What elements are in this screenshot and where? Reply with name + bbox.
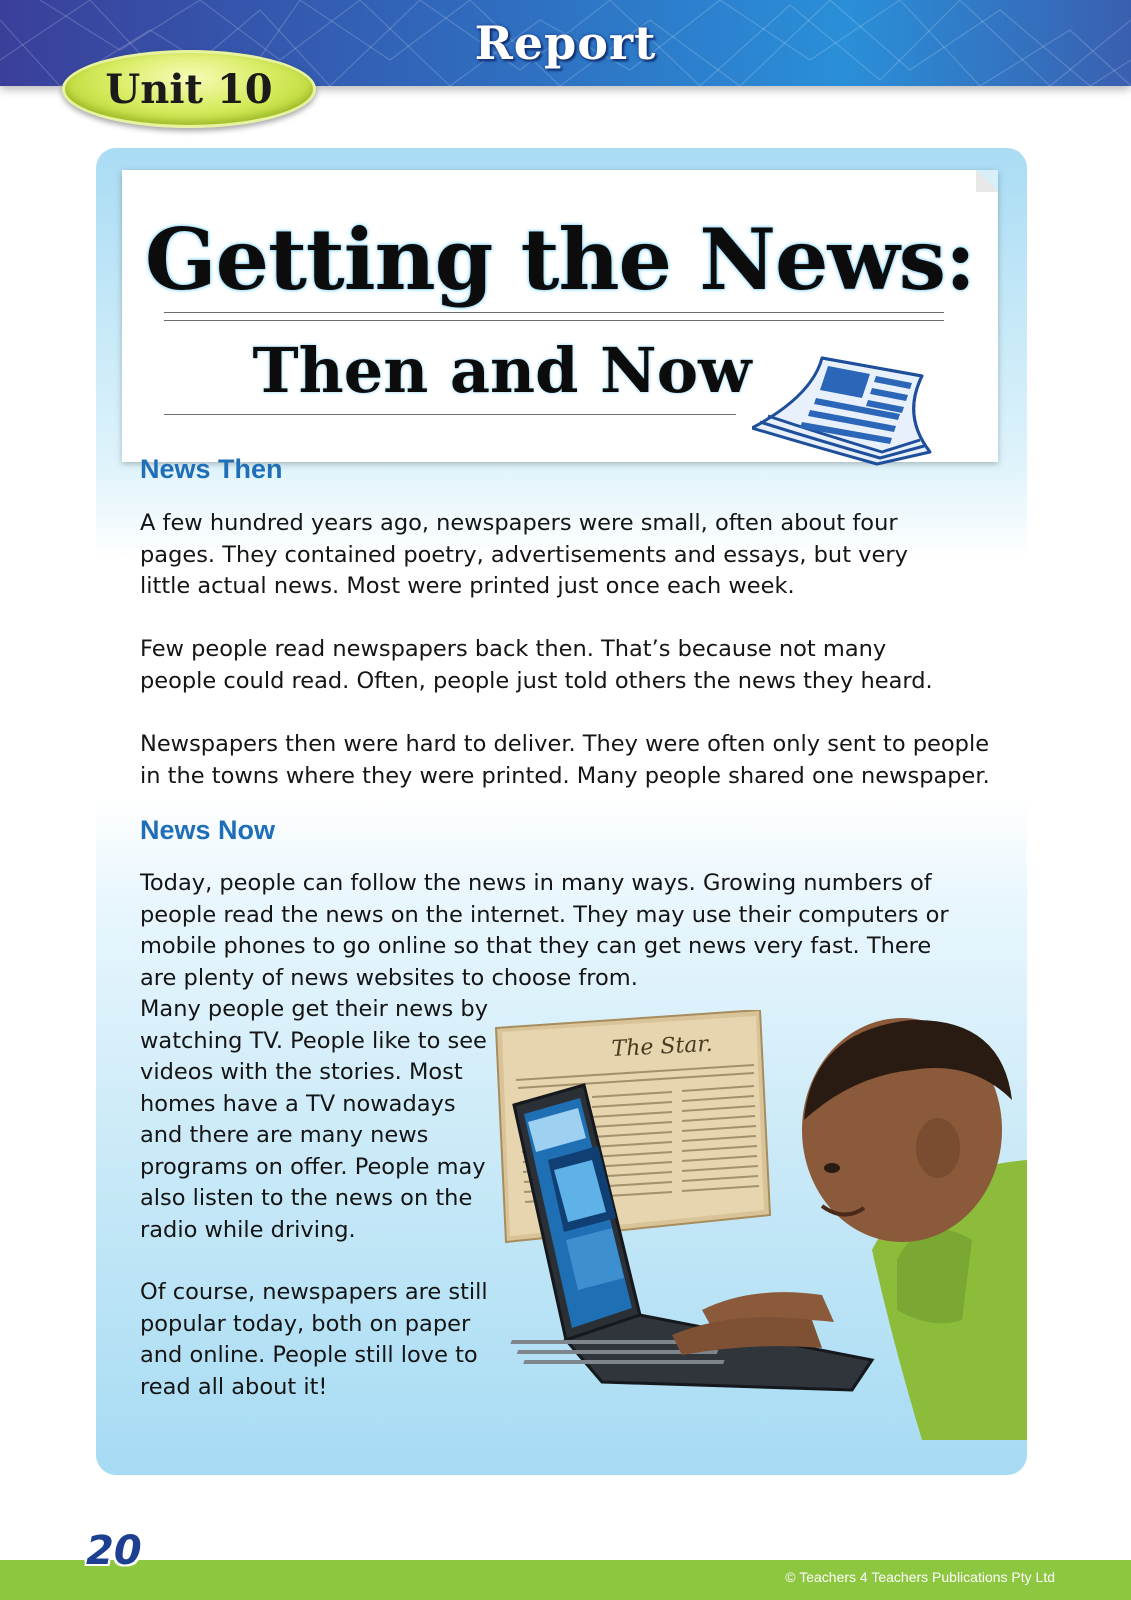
paragraph: Many people get their news by watching TV. People like to see videos with the stories. Most homes have a TV nowadays and there are many news programs on offer. People may also listen to the news on the radio while driving. xyxy=(140,996,489,1243)
page-headline: Getting the News: xyxy=(144,210,976,309)
old-newspaper-masthead: The Star. xyxy=(611,1031,714,1062)
copyright-notice: © Teachers 4 Teachers Publications Pty Ltd xyxy=(785,1569,1055,1585)
section-heading-news-then: News Then xyxy=(140,454,283,484)
banner-title: Report xyxy=(474,16,657,70)
child-with-laptop-illustration xyxy=(492,1010,1027,1440)
paragraph: A few hundred years ago, newspapers were small, often about four pages. They contained poetry, advertisements and essays, but very little actual news. Most were printed just once each week. xyxy=(140,510,908,599)
newspaper-icon xyxy=(752,356,942,474)
unit-badge xyxy=(62,50,316,128)
paragraph: Newspapers then were hard to deliver. They were often only sent to people in the towns where they were printed. Many people shared one newspaper. xyxy=(140,731,990,789)
page-fold xyxy=(976,170,998,192)
headline-rule-top xyxy=(164,312,944,313)
section-heading-news-now: News Now xyxy=(140,815,276,845)
headline-rule-bottom xyxy=(164,320,944,321)
page-subheadline: Then and Now xyxy=(252,334,752,407)
subheadline-rule xyxy=(164,414,736,415)
paragraph: Of course, newspapers are still popular today, both on paper and online. People still love to read all about it! xyxy=(140,1279,488,1400)
paragraph: Today, people can follow the news in many ways. Growing numbers of people read the news on the internet. They may use their computers or mobile phones to go online so that they can get news very fast. There are plenty of news websites to choose from. xyxy=(140,870,949,991)
page-number: 20 xyxy=(86,1528,142,1574)
unit-label: Unit 10 xyxy=(105,65,273,113)
paragraph: Few people read newspapers back then. That’s because not many people could read. Often, people just told others the news they heard. xyxy=(140,636,933,694)
